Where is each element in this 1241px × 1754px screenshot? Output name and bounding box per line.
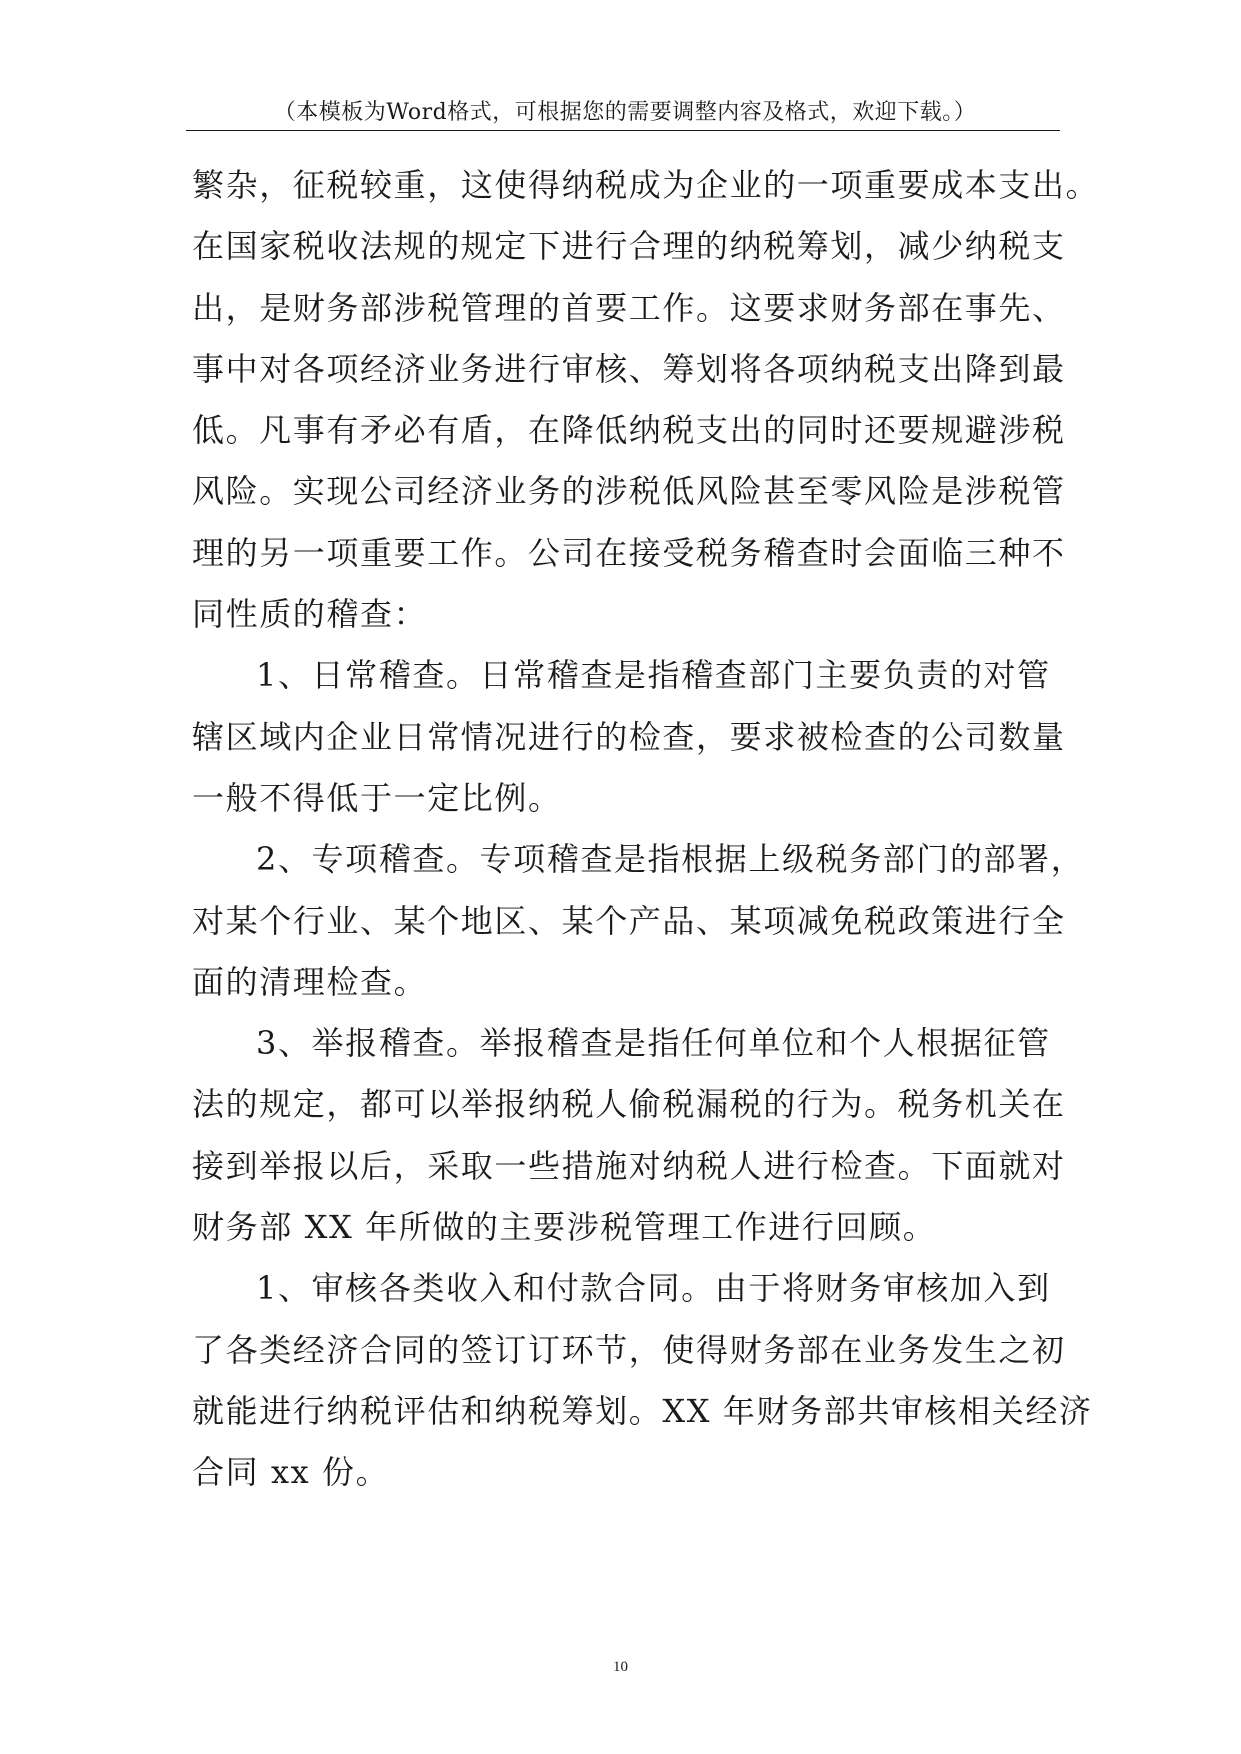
text-line: 繁杂，征税较重，这使得纳税成为企业的一项重要成本支出。	[192, 166, 1100, 204]
text-line: 2、专项稽查。专项稽查是指根据上级税务部门的部署，	[256, 840, 1085, 879]
text-line: 1、日常稽查。日常稽查是指稽查部门主要负责的对管	[256, 656, 1051, 695]
text-line: 1、审核各类收入和付款合同。由于将财务审核加入到	[256, 1269, 1051, 1308]
header-divider	[186, 130, 1060, 131]
text-line: 3、举报稽查。举报稽查是指任何单位和个人根据征管	[256, 1024, 1051, 1063]
paragraph-special-inspection	[192, 829, 1085, 1013]
text-line: 同性质的稽查：	[192, 595, 428, 634]
paragraph-routine-inspection	[192, 645, 1072, 829]
paragraph-intro	[192, 155, 1100, 645]
text-line: 事中对各项经济业务进行审核、筹划将各项纳税支出降到最	[192, 349, 1066, 388]
paragraph-report-inspection	[192, 1013, 1072, 1258]
text-line: 风险。实现公司经济业务的涉税低风险甚至零风险是涉税管	[192, 472, 1066, 511]
text-line: 了各类经济合同的签订订环节，使得财务部在业务发生之初	[192, 1330, 1066, 1369]
text-line: 法的规定，都可以举报纳税人偷税漏税的行为。税务机关在	[192, 1085, 1066, 1124]
text-line: 出，是财务部涉税管理的首要工作。这要求财务部在事先、	[192, 288, 1066, 327]
text-line: 低。凡事有矛必有盾，在降低纳税支出的同时还要规避涉税	[192, 411, 1066, 450]
text-line: 一般不得低于一定比例。	[192, 778, 562, 817]
paragraph-contract-review	[192, 1258, 1093, 1503]
document-body	[192, 155, 1100, 1504]
text-line: 面的清理检查。	[192, 962, 428, 1001]
text-line: 理的另一项重要工作。公司在接受税务稽查时会面临三种不	[192, 533, 1066, 572]
text-line: 合同 xx 份。	[192, 1453, 390, 1492]
text-line: 在国家税收法规的规定下进行合理的纳税筹划，减少纳税支	[192, 227, 1066, 266]
text-line: 对某个行业、某个地区、某个产品、某项减免税政策进行全	[192, 901, 1066, 940]
text-line: 财务部 XX 年所做的主要涉税管理工作进行回顾。	[192, 1208, 937, 1247]
text-line: 就能进行纳税评估和纳税筹划。XX 年财务部共审核相关经济	[192, 1391, 1093, 1430]
text-line: 接到举报以后，采取一些措施对纳税人进行检查。下面就对	[192, 1146, 1066, 1185]
text-line: 辖区域内企业日常情况进行的检查，要求被检查的公司数量	[192, 717, 1066, 756]
page-number: 10	[613, 1659, 628, 1675]
page-header-note: （本模板为Word格式，可根据您的需要调整内容及格式，欢迎下载。）	[273, 100, 977, 125]
